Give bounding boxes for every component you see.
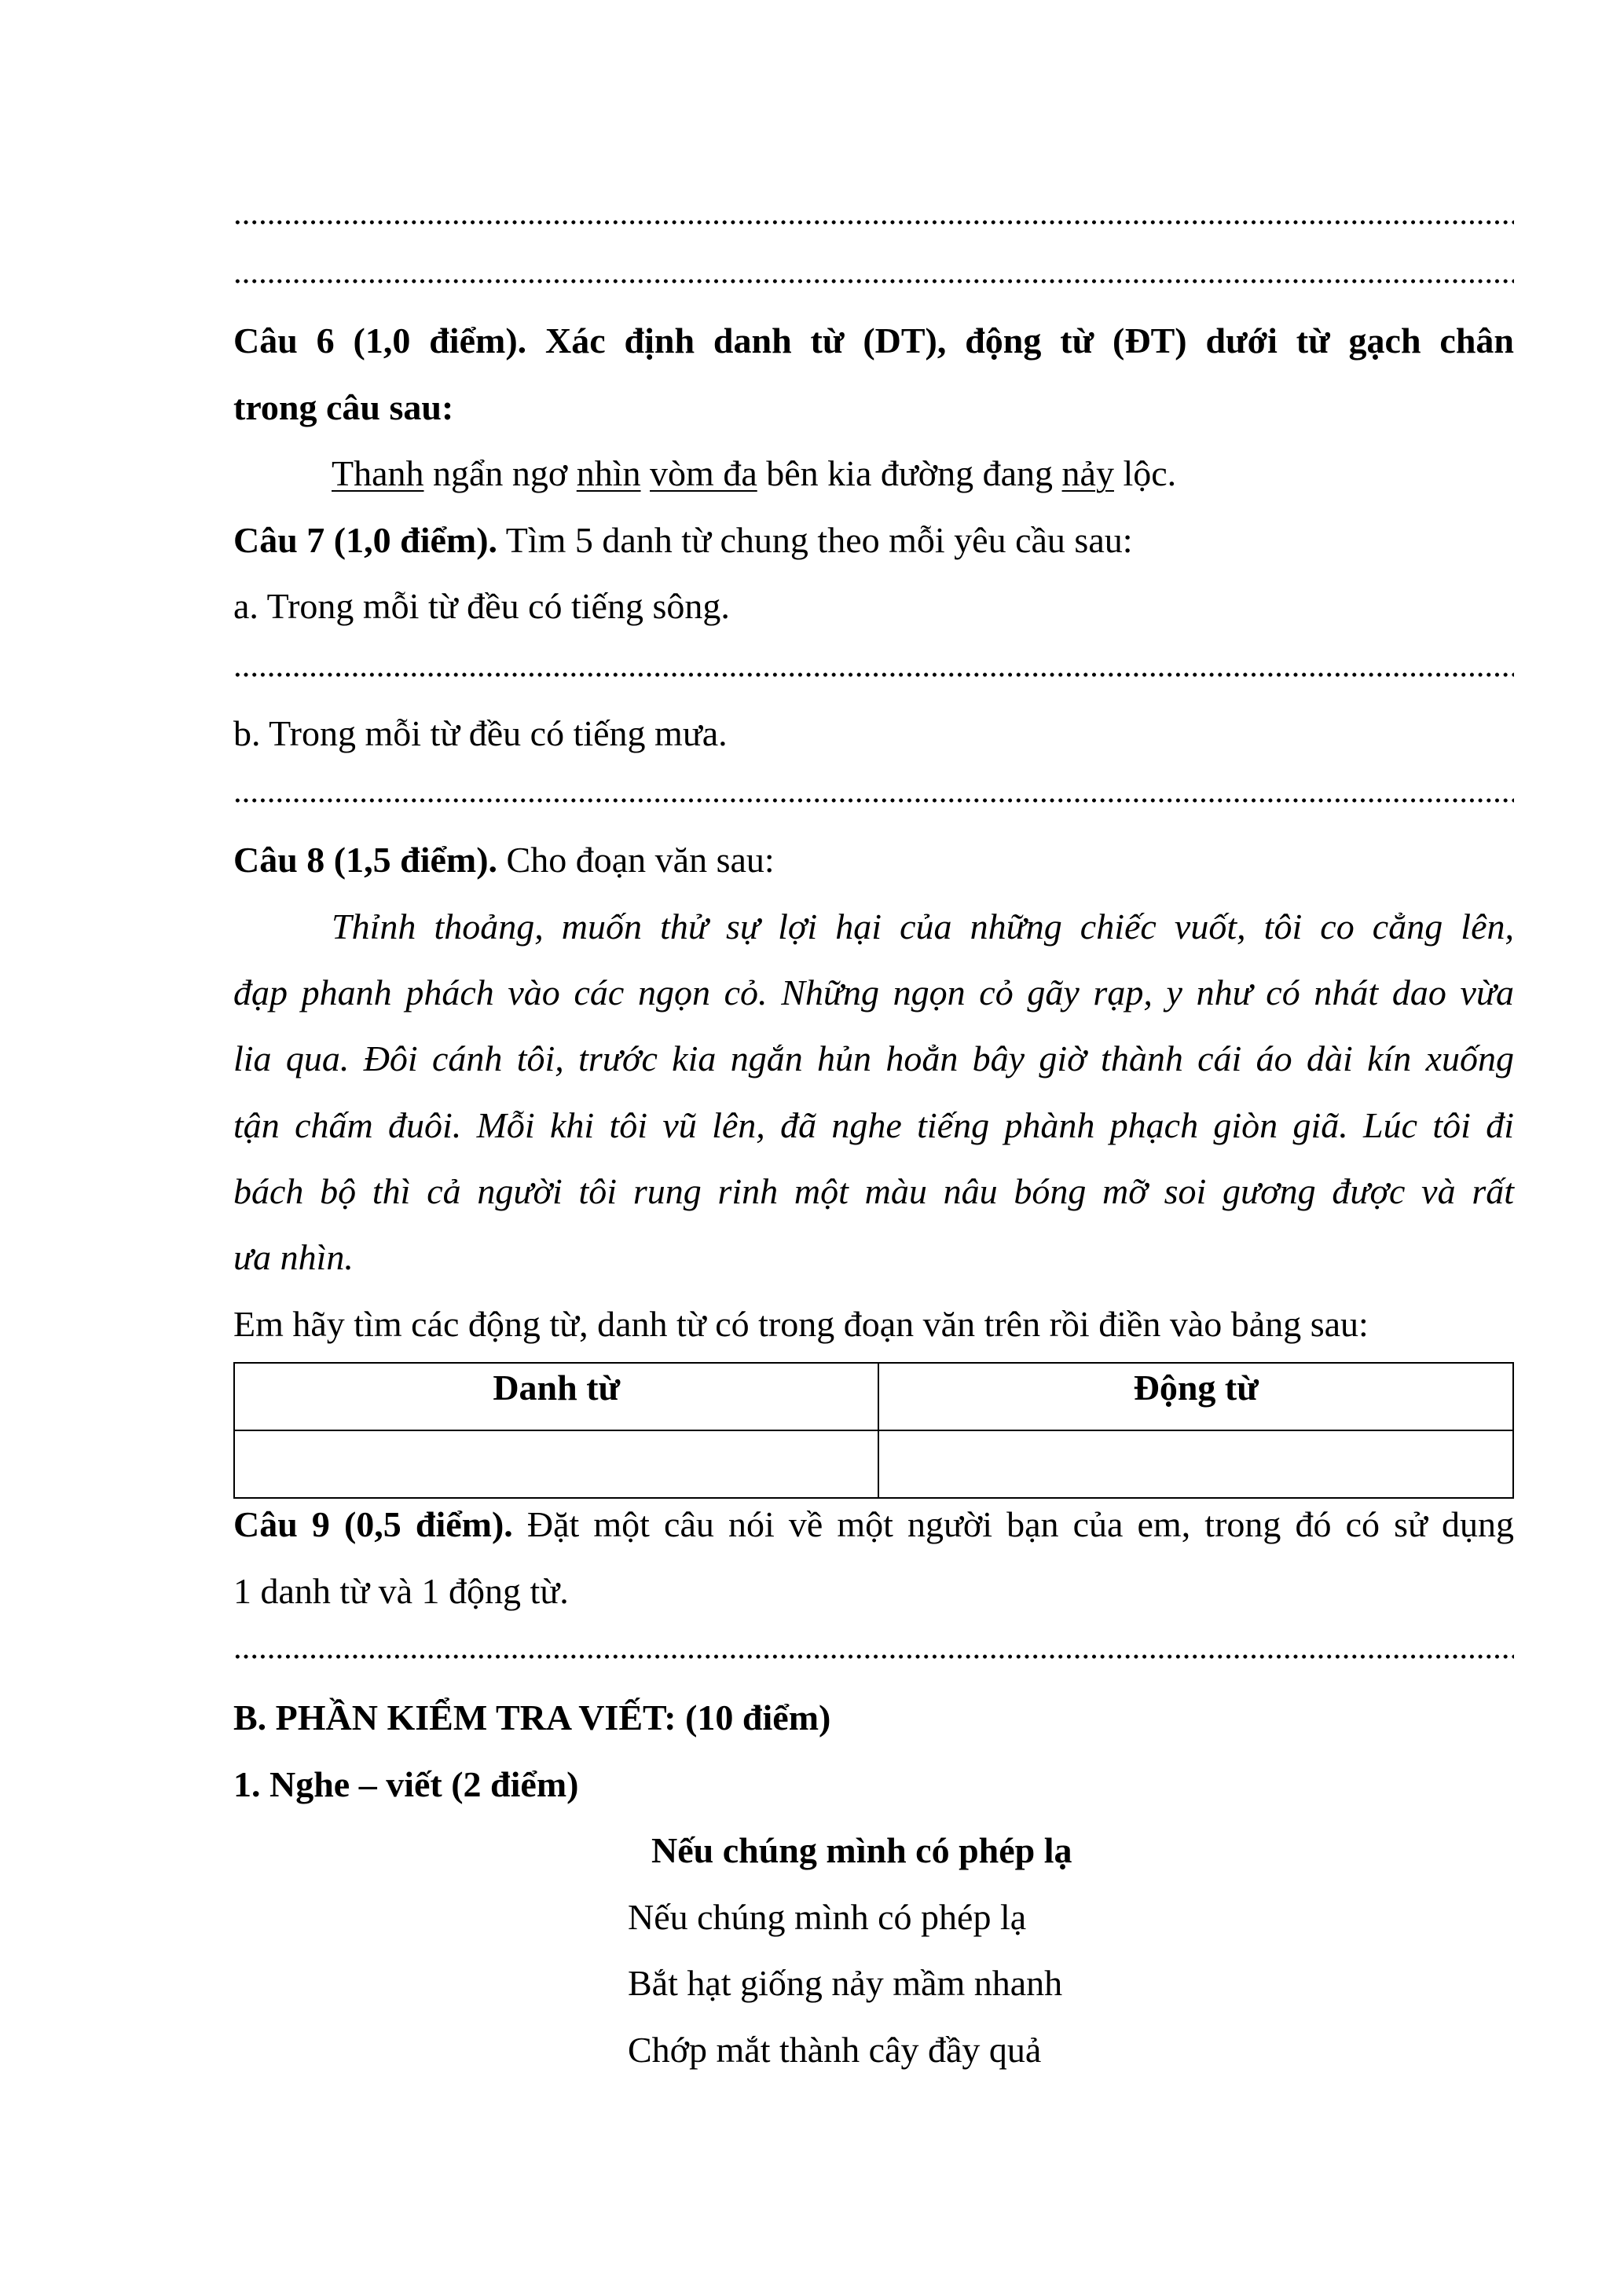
sentence-text: bên kia đường đang xyxy=(757,453,1062,493)
q7-item-b: b. Trong mỗi từ đều có tiếng mưa. xyxy=(233,713,728,753)
q8-prompt-text: Cho đoạn văn sau: xyxy=(497,840,775,880)
answer-line[interactable] xyxy=(233,797,1514,804)
q6-prompt-text: Xác định danh từ (DT), động từ (ĐT) dưới từ gạch chân xyxy=(545,320,1514,361)
answer-line[interactable] xyxy=(233,1653,1514,1660)
poem-title: Nếu chúng mình có phép lạ xyxy=(651,1830,1072,1870)
q9-prompt-line2: 1 danh từ và 1 động từ. xyxy=(233,1571,569,1611)
underlined-word: nhìn xyxy=(576,453,641,493)
q8-label: Câu 8 (1,5 điểm). xyxy=(233,840,498,880)
answer-line[interactable] xyxy=(233,672,1514,678)
q8-instruction: Em hãy tìm các động từ, danh từ có trong đoạn văn trên rồi điền vào bảng sau: xyxy=(233,1304,1369,1344)
passage-line: ưa nhìn. xyxy=(233,1237,354,1277)
table-header-verb: Động từ xyxy=(878,1363,1513,1430)
q6-label: Câu 6 (1,0 điểm). xyxy=(233,320,527,361)
passage-line: bách bộ thì cả người tôi rung rinh một màu nâu bóng mỡ soi gương được và rất xyxy=(233,1171,1514,1211)
q8-prompt xyxy=(233,837,1514,884)
sentence-text: ngẩn ngơ xyxy=(423,453,577,493)
table-header-noun: Danh từ xyxy=(234,1363,878,1430)
q7-prompt-text: Tìm 5 danh từ chung theo mỗi yêu cầu sau: xyxy=(497,520,1133,560)
sentence-text xyxy=(641,453,651,493)
section-b-heading: B. PHẦN KIỂM TRA VIẾT: (10 điểm) xyxy=(233,1697,831,1738)
answer-table xyxy=(233,1362,1514,1499)
poem-line: Bắt hạt giống nảy mầm nhanh xyxy=(628,1963,1063,2003)
q9-label: Câu 9 (0,5 điểm). xyxy=(233,1504,513,1544)
answer-line[interactable] xyxy=(233,219,1514,225)
underlined-word: vòm đa xyxy=(650,453,757,493)
underlined-word: Thanh xyxy=(332,453,424,493)
q9-prompt-line1 xyxy=(233,1501,1514,1548)
passage-line: lia qua. Đôi cánh tôi, trước kia ngắn hủn hoẳn bây giờ thành cái áo dài kín xuống xyxy=(233,1038,1514,1078)
q6-prompt-line1 xyxy=(233,317,1514,364)
q7-item-a: a. Trong mỗi từ đều có tiếng sông. xyxy=(233,586,730,626)
table-cell-noun[interactable] xyxy=(234,1430,878,1498)
underlined-word: nảy xyxy=(1061,453,1114,493)
poem-line: Chớp mắt thành cây đầy quả xyxy=(628,2030,1042,2070)
q7-prompt xyxy=(233,517,1514,564)
sentence-text: lộc. xyxy=(1113,453,1177,493)
section-b-subheading: 1. Nghe – viết (2 điểm) xyxy=(233,1764,579,1804)
q7-label: Câu 7 (1,0 điểm). xyxy=(233,520,498,560)
table-header-row xyxy=(234,1363,1513,1430)
table-cell-verb[interactable] xyxy=(878,1430,1513,1498)
passage-line: đạp phanh phách vào các ngọn cỏ. Những ngọn cỏ gãy rạp, y như có nhát dao vừa xyxy=(233,972,1514,1013)
passage-line: tận chấm đuôi. Mỗi khi tôi vũ lên, đã nghe tiếng phành phạch giòn giã. Lúc tôi đi xyxy=(233,1105,1514,1145)
passage-line: Thỉnh thoảng, muốn thử sự lợi hại của những chiếc vuốt, tôi co cẳng lên, xyxy=(332,906,1514,947)
table-row xyxy=(234,1430,1513,1498)
q6-sentence xyxy=(233,450,1514,497)
poem-line: Nếu chúng mình có phép lạ xyxy=(628,1897,1027,1937)
q9-prompt-text: Đặt một câu nói về một người bạn của em, trong đó có sử dụng xyxy=(512,1504,1514,1544)
q6-prompt-line2: trong câu sau: xyxy=(233,387,454,427)
answer-line[interactable] xyxy=(233,278,1514,284)
